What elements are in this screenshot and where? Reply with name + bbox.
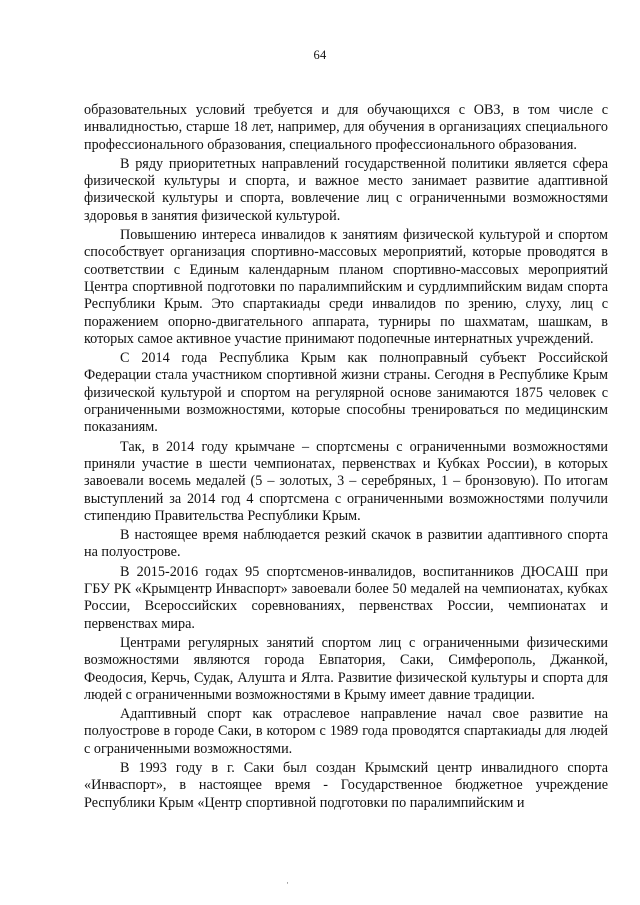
paragraph-saki-history: Адаптивный спорт как отраслевое направление начал свое развитие на полуострове в городе Саки, в котором с 1989 года проводятся спартакиады для людей с ограниченными возможностями. <box>84 706 608 757</box>
document-body <box>84 102 608 814</box>
paragraph-sports-events: Повышению интереса инвалидов к занятиям физической культурой и спортом способствует организация спортивно-массовых мероприятий, которые проводятся в соответствии с Единым календарным планом спортивно-массовых мероприятий Центра спортивной подготовки по паралимпийским и сурдлимпийским видам спорта Республики Крым. Это спартакиады среди инвалидов по зрению, слуху, лиц с поражением опорно-двигательного аппарата, турниры по шахматам, шашкам, в которых самое активное участие принимают подопечные интернатных учреждений. <box>84 227 608 347</box>
page-number: 64 <box>313 48 327 62</box>
paragraph-crimea-2014: С 2014 года Республика Крым как полноправный субъект Российской Федерации стала участником спортивной жизни страны. Сегодня в Республике Крым физической культурой и спортом на регулярной основе занимаются 1875 человек с ограниченными возможностями, которые способны тренироваться по медицинским показаниям. <box>84 350 608 436</box>
footer-mark: · <box>286 878 289 888</box>
paragraph-2015-2016-results: В 2015-2016 годах 95 спортсменов-инвалидов, воспитанников ДЮСАШ при ГБУ РК «Крымцентр Инваспорт» завоевали более 50 медалей на чемпионатах, кубках России, Всероссийских соревнованиях, первенствах России, чемпионатах и первенствах мира. <box>84 563 608 632</box>
paragraph-adaptive-sport-growth: В настоящее время наблюдается резкий скачок в развитии адаптивного спорта на полуострове. <box>84 527 608 561</box>
paragraph-training-centers: Центрами регулярных занятий спортом лиц с ограниченными физическими возможностями являются города Евпатория, Саки, Симферополь, Джанкой, Феодосия, Керчь, Судак, Алушта и Ялта. Развитие физической культуры и спорта для людей с ограниченными возможностями в Крыму имеет давние традиции. <box>84 634 608 703</box>
paragraph-continuation: образовательных условий требуется и для обучающихся с ОВЗ, в том числе с инвалидностью, старше 18 лет, например, для обучения в организациях специального профессионального образования, специального профессионального образования. <box>84 102 608 153</box>
paragraph-medals-2014: Так, в 2014 году крымчане – спортсмены с ограниченными возможностями приняли участие в шести чемпионатах, первенствах и Кубках России), в которых завоевали восемь медалей (5 – золотых, 3 – серебряных, 1 – бронзовую). По итогам выступлений за 2014 год 4 спортсмена с ограниченными возможностями получили стипендию Правительства Республики Крым. <box>84 438 608 524</box>
paragraph-priority-directions: В ряду приоритетных направлений государственной политики является сфера физической культуры и спорта, и важное место занимает развитие адаптивной физической культуры и спорта, вовлечение лиц с ограниченными возможностями здоровья в занятия физической культурой. <box>84 155 608 224</box>
paragraph-invasport-1993: В 1993 году в г. Саки был создан Крымский центр инвалидного спорта «Инваспорт», в настоящее время - Государственное бюджетное учреждение Республики Крым «Центр спортивной подготовки по паралимпийским и <box>84 759 608 811</box>
